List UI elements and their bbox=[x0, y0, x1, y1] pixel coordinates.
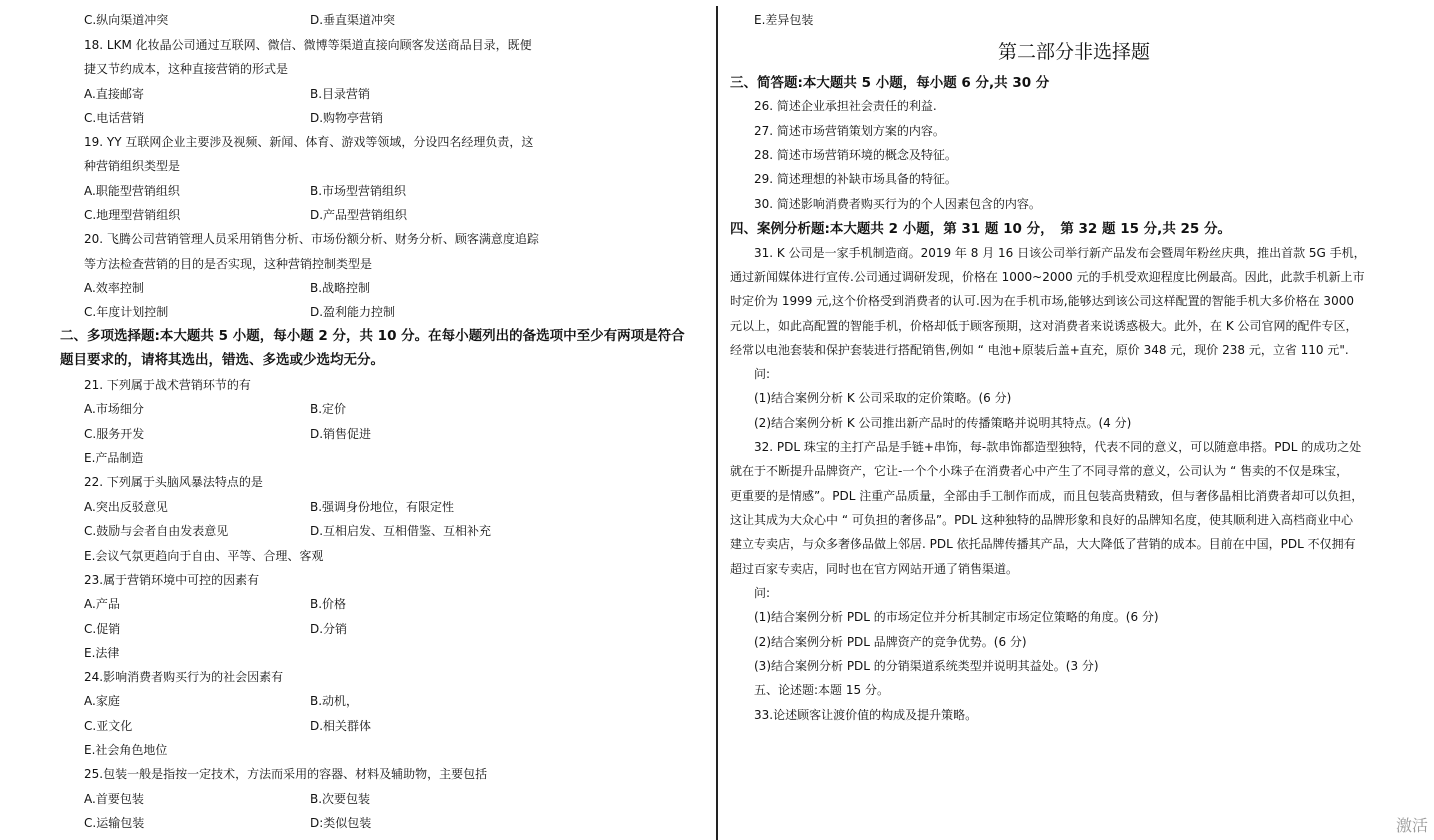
question-29: 29. 简述理想的补缺市场具备的特征。 bbox=[754, 172, 957, 186]
q31-line-4: 元以上，如此高配置的智能手机，价格却低于顾客预期，这对消费者来说诱惑极大。此外，在 K 公司官网的配件专区， bbox=[730, 319, 1358, 333]
section-five-heading: 五、论述题:本题 15 分。 bbox=[754, 683, 889, 697]
q31-sub-2: (2)结合案例分析 K 公司推出新产品时的传播策略并说明其特点。(4 分) bbox=[754, 416, 1132, 430]
question-26: 26. 简述企业承担社会责任的利益. bbox=[754, 99, 937, 113]
option-text: A.产品 bbox=[84, 597, 120, 611]
option-text: D.相关群体 bbox=[310, 719, 372, 733]
q32-line-5: 建立专卖店，与众多奢侈品做上邻居. PDL 依托品牌传播其产品，大大降低了营销的成本。目前在中国，PDL 不仅拥有 bbox=[730, 537, 1356, 551]
q32-line-2: 就在于不断提升品牌资产，它让-一个个小珠子在消费者心中产生了不同寻常的意义，公司认为 “ 售卖的不仅是珠宝， bbox=[730, 464, 1349, 478]
section-three-heading: 三、简答题:本大题共 5 小题，每小题 6 分,共 30 分 bbox=[730, 75, 1050, 91]
option-text: A.效率控制 bbox=[84, 281, 144, 295]
question-text: E.会议气氛更趋向于自由、平等、合理、客观 bbox=[84, 549, 324, 563]
option-text: C.纵向渠道冲突 bbox=[84, 13, 169, 27]
option-text: D.产品型营销组织 bbox=[310, 208, 408, 222]
option-text: D.销售促进 bbox=[310, 427, 372, 441]
part-two-title: 第二部分非选择题 bbox=[998, 41, 1151, 63]
question-text: E.法律 bbox=[84, 646, 120, 660]
q31-line-1: 31. K 公司是一家手机制造商。2019 年 8 月 16 日该公司举行新产品发布会暨周年粉丝庆典，推出首款 5G 手机， bbox=[754, 246, 1366, 260]
activation-watermark: 激活 bbox=[1395, 816, 1428, 835]
option-text: B.价格 bbox=[310, 597, 347, 611]
option-text: B.强调身份地位，有限定性 bbox=[310, 500, 455, 514]
option-text: C.促销 bbox=[84, 622, 121, 636]
option-text: D.垂直渠道冲突 bbox=[310, 13, 396, 27]
section-four-heading: 四、案例分析题:本大题共 2 小题，第 31 题 10 分， 第 32 题 15 分,共 25 分。 bbox=[730, 221, 1232, 237]
question-text: 21. 下列属于战术营销环节的有 bbox=[84, 378, 251, 392]
ask-label-2: 问: bbox=[754, 586, 771, 600]
question-text: 25.包装一般是指按一定技术，方法而采用的容器、材料及辅助物，主要包括 bbox=[84, 767, 488, 781]
q32-sub-1: (1)结合案例分析 PDL 的市场定位并分析其制定市场定位策略的角度。(6 分) bbox=[754, 610, 1159, 624]
question-text: 23.属于营销环境中可控的因素有 bbox=[84, 573, 260, 587]
q31-line-3: 时定价为 1999 元,这个价格受到消费者的认可.因为在手机市场,能够达到该公司这样配置的智能手机大多价格在 3000 bbox=[730, 294, 1354, 308]
option-text: C.鼓励与会者自由发表意见 bbox=[84, 524, 229, 538]
option-text: C.亚文化 bbox=[84, 719, 133, 733]
q31-line-5: 经常以电池套装和保护套装进行搭配销售,例如 “ 电池+原装后盖+直充，原价 348 元，现价 238 元，立省 110 元". bbox=[730, 343, 1349, 357]
option-text: B.目录营销 bbox=[310, 87, 371, 101]
option-text: B.市场型营销组织 bbox=[310, 184, 407, 198]
question-text: 20. 飞腾公司营销管理人员采用销售分析、市场份额分析、财务分析、顾客满意度追踪 bbox=[84, 232, 539, 246]
column-divider bbox=[716, 6, 718, 840]
q31-line-2: 通过新闻媒体进行宣传.公司通过调研发现，价格在 1000~2000 元的手机受欢迎程度比例最高。因此，此款手机新上市 bbox=[730, 270, 1365, 284]
option-text: D.盈利能力控制 bbox=[310, 305, 396, 319]
question-27: 27. 简述市场营销策划方案的内容。 bbox=[754, 124, 945, 138]
option-text: C.年度计划控制 bbox=[84, 305, 169, 319]
question-text: 等方法检查营销的目的是否实现，这种营销控制类型是 bbox=[84, 257, 373, 271]
q32-line-1: 32. PDL 珠宝的主打产品是手链+串饰，每-款串饰都造型独特，代表不同的意义，可以随意串搭。PDL 的成功之处 bbox=[754, 440, 1362, 454]
option-text: C.运输包装 bbox=[84, 816, 145, 830]
question-text: E.社会角色地位 bbox=[84, 743, 168, 757]
question-text: 捷又节约成本，这种直接营销的形式是 bbox=[84, 62, 289, 76]
option-text: D.购物亭营销 bbox=[310, 111, 384, 125]
q32-line-3: 更重要的是情感”。PDL 注重产品质量，全部由手工制作而成，而且包装高贵精致，但与奢侈晶相比消费者却可以负担， bbox=[730, 489, 1364, 503]
q32-line-4: 这让其成为大众心中 “ 可负担的奢侈品”。PDL 这种独特的品牌形象和良好的品牌知名度，使其顺利进入高档商业中心 bbox=[730, 513, 1354, 527]
question-text: 22. 下列属于头脑风暴法特点的是 bbox=[84, 475, 263, 489]
ask-label-1: 问: bbox=[754, 367, 771, 381]
q31-sub-1: (1)结合案例分析 K 公司采取的定价策略。(6 分) bbox=[754, 391, 1012, 405]
option-text: B.动机， bbox=[310, 694, 359, 708]
option-text: B.战略控制 bbox=[310, 281, 371, 295]
option-text: A.直接邮寄 bbox=[84, 87, 144, 101]
option-text: C.电话营销 bbox=[84, 111, 145, 125]
option-text: B.定价 bbox=[310, 402, 347, 416]
question-text: 19. YY 互联网企业主要涉及视频、新闻、体育、游戏等领域，分设四名经理负责，这 bbox=[84, 135, 534, 149]
option-text: B.次要包装 bbox=[310, 792, 371, 806]
question-28: 28. 简述市场营销环境的概念及特征。 bbox=[754, 148, 957, 162]
section-heading: 题目要求的，请将其选出，错选、多选或少选均无分。 bbox=[60, 352, 384, 368]
question-text: E.产品制造 bbox=[84, 451, 144, 465]
option-text: D.分销 bbox=[310, 622, 348, 636]
option-text: A.突出反驳意见 bbox=[84, 500, 168, 514]
q32-sub-2: (2)结合案例分析 PDL 品牌资产的竞争优势。(6 分) bbox=[754, 635, 1027, 649]
section-heading: 二、多项选择题:本大题共 5 小题，每小题 2 分，共 10 分。在每小题列出的备选项中至少有两项是符合 bbox=[60, 328, 685, 344]
option-text: D.互相启发、互相借鉴、互相补充 bbox=[310, 524, 492, 538]
question-33: 33.论述顾客让渡价值的构成及提升策略。 bbox=[754, 708, 978, 722]
option-text: A.首要包装 bbox=[84, 792, 144, 806]
option-text: D:类似包装 bbox=[310, 816, 372, 830]
q32-line-6: 超过百家专卖店，同时也在官方网站开通了销售渠道。 bbox=[730, 562, 1019, 576]
question-30: 30. 简述影响消费者购买行为的个人因素包含的内容。 bbox=[754, 197, 1041, 211]
question-text: 18. LKM 化妆晶公司通过互联网、微信、微博等渠道直接向顾客发送商品目录，既便 bbox=[84, 38, 532, 52]
option-text: A.家庭 bbox=[84, 694, 120, 708]
option-text: A.市场细分 bbox=[84, 402, 144, 416]
q32-sub-3: (3)结合案例分析 PDL 的分销渠道系统类型并说明其益处。(3 分) bbox=[754, 659, 1099, 673]
option-text: A.职能型营销组织 bbox=[84, 184, 180, 198]
question-text: 24.影响消费者购买行为的社会因素有 bbox=[84, 670, 284, 684]
option-text: C.地理型营销组织 bbox=[84, 208, 181, 222]
question-text: 种营销组织类型是 bbox=[84, 159, 181, 173]
option-e-packaging: E.差异包装 bbox=[754, 13, 814, 27]
option-text: C.服务开发 bbox=[84, 427, 145, 441]
